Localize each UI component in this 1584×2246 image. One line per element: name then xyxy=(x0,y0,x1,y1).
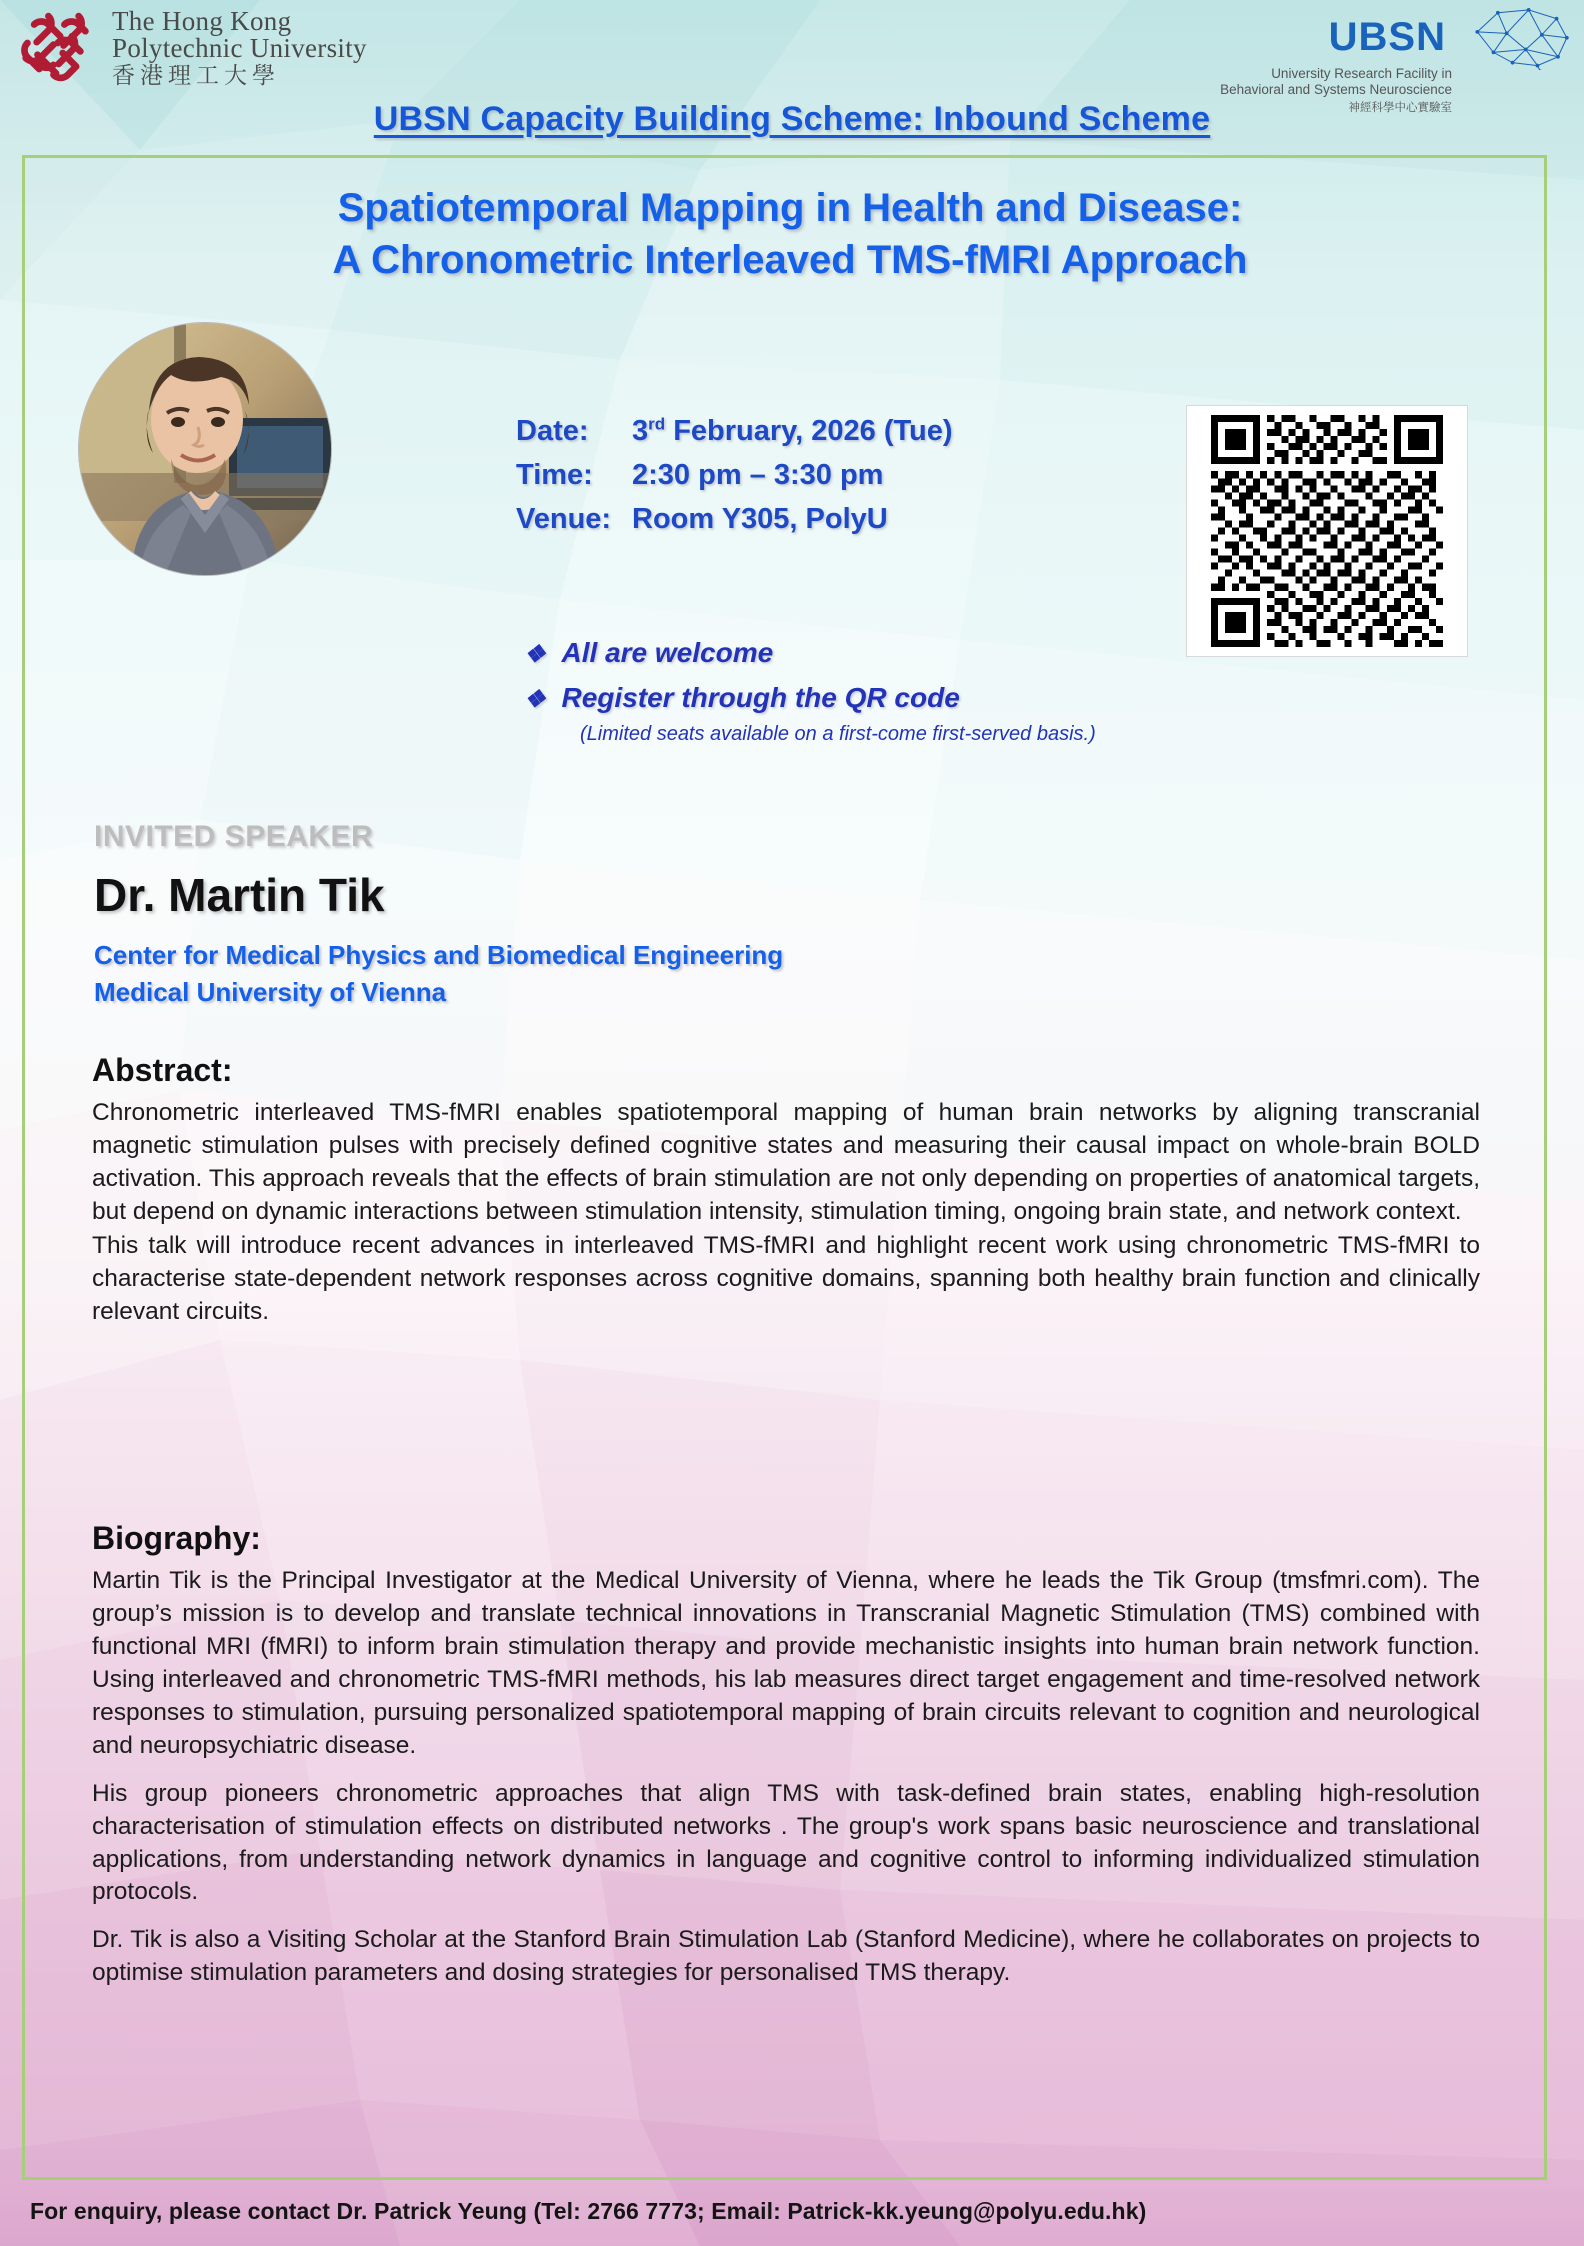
speaker-name: Dr. Martin Tik xyxy=(94,869,385,921)
time-value: 2:30 pm – 3:30 pm xyxy=(632,459,884,492)
venue-label: Venue: xyxy=(516,503,612,536)
venue-value: Room Y305, PolyU xyxy=(632,503,888,536)
biography-paragraph-1: Martin Tik is the Principal Investigator at the Medical University of Vienna, where he leads the Tik Group (tmsfmri.com). The group’s mission is to develop and translate technical innovations in Transcranial Magnetic Stimulation (TMS) combined with functional MRI (fMRI) to inform brain stimulation therapy and provide mechanistic insights into human brain network function. Using interleaved and chronometric TMS-fMRI methods, his lab measures direct target engagement and time-resolved network responses to stimulation, pursuing personalized spatiotemporal mapping of brain circuits relevant to cognition and neurological and neuropsychiatric disease. xyxy=(92,1567,1480,1759)
ubsn-acronym: UBSN xyxy=(1328,14,1446,59)
ubsn-subtitle-line1: University Research Facility in xyxy=(1271,66,1452,81)
brain-network-icon xyxy=(1454,4,1574,70)
bullet-welcome-label: All are welcome xyxy=(561,637,774,668)
abstract-section xyxy=(92,1052,1480,1329)
biography-heading: Biography: xyxy=(92,1520,261,1556)
qr-code-image[interactable] xyxy=(1211,415,1443,647)
abstract-paragraph-1: Chronometric interleaved TMS-fMRI enables spatiotemporal mapping of human brain networks by aligning transcranial magnetic stimulation pulses with precisely defined cognitive states and measuring their causal impact on whole-brain BOLD activation. This approach reveals that the effects of brain stimulation are not only depending on properties of anatomical targets, but depend on dynamic interactions between stimulation intensity, stimulation timing, ongoing brain state, and network context. xyxy=(92,1099,1480,1225)
speaker-photo xyxy=(78,322,332,576)
date-value xyxy=(632,409,953,453)
scheme-banner-title: UBSN Capacity Building Scheme: Inbound Scheme xyxy=(373,100,1211,138)
talk-title-line1: Spatiotemporal Mapping in Health and Disease: xyxy=(337,186,1243,230)
polyu-name-chinese: 香港理工大學 xyxy=(112,62,280,89)
date-rest: February, 2026 (Tue) xyxy=(665,415,953,447)
bullet-item-register xyxy=(524,675,1164,720)
date-ordinal: rd xyxy=(648,414,666,434)
ubsn-logo xyxy=(1220,4,1574,115)
registration-qr-code[interactable] xyxy=(1186,405,1468,657)
contact-footer: For enquiry, please contact Dr. Patrick Yeung (Tel: 2766 7773; Email: Patrick-kk.yeung@polyu.edu.hk) xyxy=(30,2198,1147,2224)
diamond-bullet-icon: ❖ xyxy=(524,641,546,668)
talk-title xyxy=(40,182,1540,286)
diamond-bullet-icon: ❖ xyxy=(524,686,546,714)
speaker-affiliation xyxy=(94,937,783,1011)
bullet-item-welcome xyxy=(524,630,1164,675)
event-venue-row xyxy=(516,497,953,541)
date-label: Date: xyxy=(516,415,589,447)
speaker-affiliation-line1: Center for Medical Physics and Biomedical Engineering xyxy=(94,940,784,970)
biography-paragraph-3: Dr. Tik is also a Visiting Scholar at the Stanford Brain Stimulation Lab (Stanford Medicine), where he collaborates on projects to optimise stimulation parameters and dosing strategies for personalised TMS therapy. xyxy=(92,1926,1480,1987)
speaker-portrait-image xyxy=(79,323,331,575)
biography-section xyxy=(92,1520,1480,1990)
polyu-name-line1: The Hong Kong xyxy=(112,5,292,36)
polyu-knot-icon xyxy=(14,6,98,90)
ubsn-subtitle-line2: Behavioral and Systems Neuroscience xyxy=(1220,82,1452,98)
biography-paragraph-2: His group pioneers chronometric approaches that align TMS with task-defined brain states, enabling high-resolution characterisation of stimulation effects on distributed networks . The group's work spans basic neuroscience and translational applications, from understanding network dynamics in language and cognitive control to informing individualized stimulation protocols. xyxy=(92,1779,1480,1906)
polyu-name-line2: Polytechnic University xyxy=(112,33,367,64)
date-day: 3 xyxy=(632,415,649,447)
registration-bullets xyxy=(524,630,1164,747)
bullet-register-label: Register through the QR code xyxy=(561,682,960,714)
poster-header xyxy=(0,0,1584,114)
time-label: Time: xyxy=(516,459,593,492)
abstract-heading: Abstract: xyxy=(92,1052,233,1088)
invited-speaker-label: INVITED SPEAKER xyxy=(94,820,374,853)
event-date-row xyxy=(516,409,953,453)
ubsn-chinese-name: 神經科學中心實驗室 xyxy=(1348,99,1452,114)
event-details xyxy=(516,409,953,541)
speaker-affiliation-line2: Medical University of Vienna xyxy=(94,976,447,1007)
event-time-row xyxy=(516,453,953,497)
seats-note: (Limited seats available on a first-come first-served basis.) xyxy=(580,722,1096,745)
abstract-paragraph-2: This talk will introduce recent advances in interleaved TMS-fMRI and highlight recent work using chronometric TMS-fMRI to characterise state-dependent network responses across cognitive domains, spanning both healthy brain function and clinically relevant circuits. xyxy=(92,1231,1480,1325)
talk-title-line2: A Chronometric Interleaved TMS-fMRI Approach xyxy=(332,238,1248,282)
polyu-logo xyxy=(14,6,367,90)
